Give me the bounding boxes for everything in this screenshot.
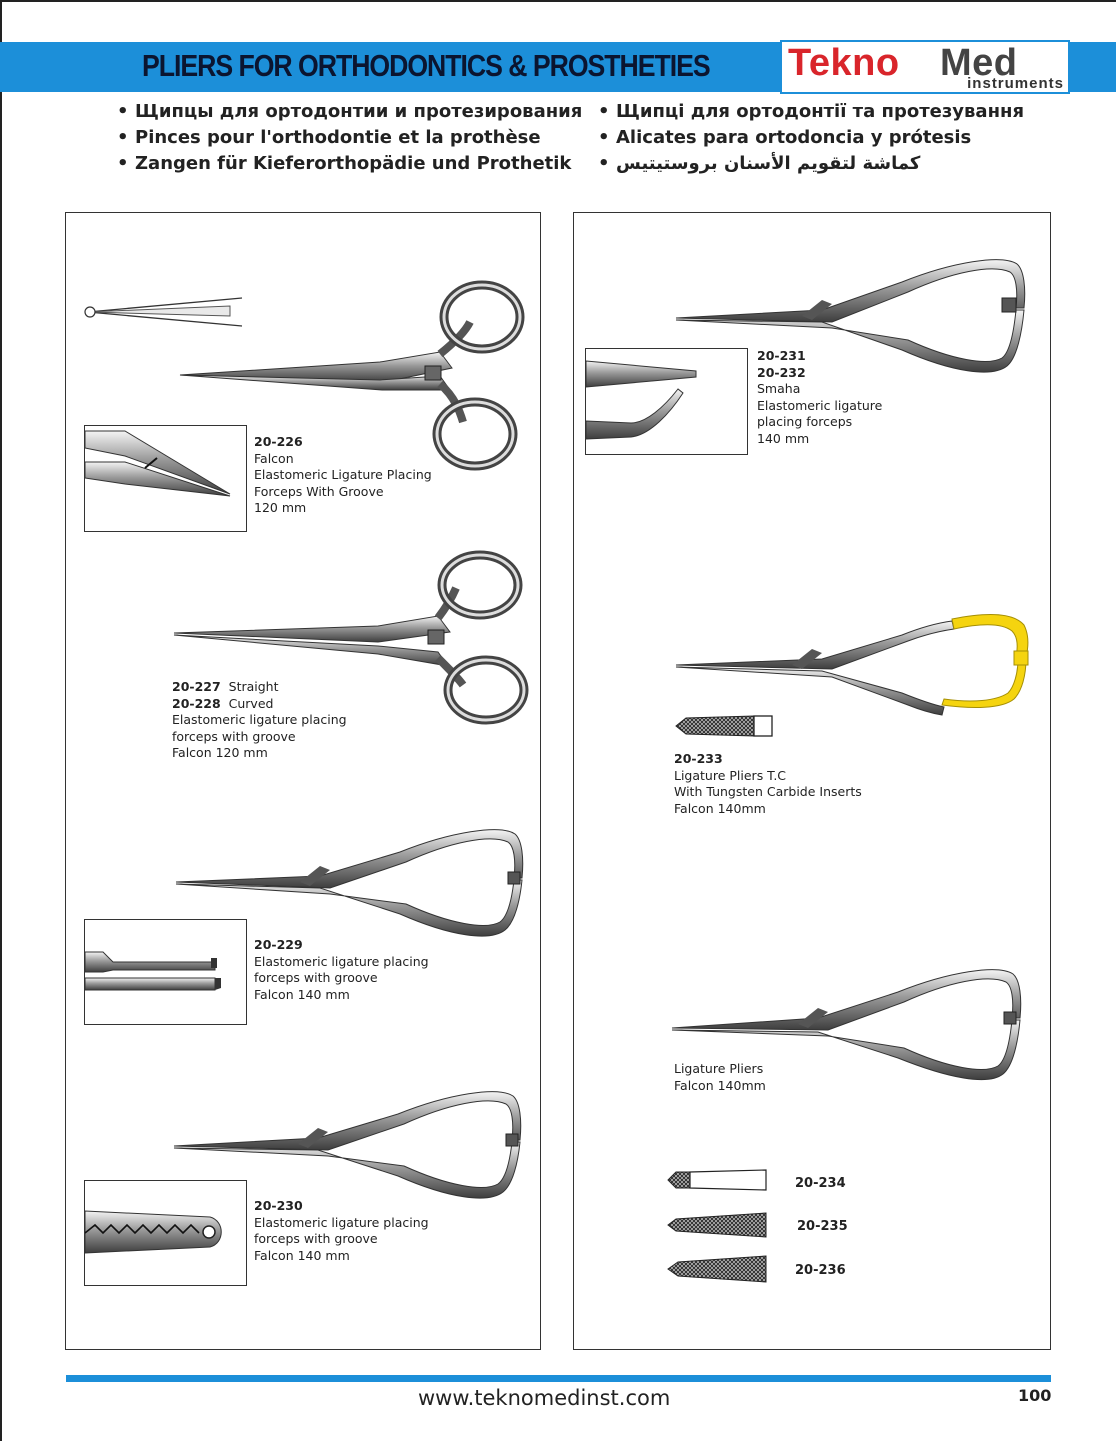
- footer-divider: [66, 1375, 1051, 1382]
- bullet: •: [598, 101, 610, 122]
- bullet: •: [598, 153, 610, 174]
- tip-20-236: [664, 1254, 774, 1284]
- product-line: placing forceps: [757, 414, 853, 429]
- product-label-ligature-pliers: [674, 1061, 766, 1094]
- variant-label: Curved: [228, 695, 274, 711]
- product-line: forceps with groove: [172, 728, 296, 744]
- logo-subtitle: instruments: [967, 75, 1064, 92]
- product-line: Falcon 140mm: [674, 800, 766, 816]
- product-label-20-231: [757, 348, 882, 447]
- tip-code-20-235: 20-235: [797, 1219, 848, 1234]
- page-number: 100: [1018, 1386, 1052, 1405]
- language-text: Pinces pour l'orthodontie et la prothèse: [135, 127, 541, 148]
- product-line: With Tungsten Carbide Inserts: [674, 784, 862, 799]
- website-url[interactable]: www.teknomedinst.com: [418, 1386, 671, 1410]
- tip-code-20-236: 20-236: [795, 1263, 846, 1278]
- language-text: كماشة لتقويم الأسنان بروستيتيس: [616, 153, 921, 174]
- product-line: forceps with groove: [254, 970, 378, 985]
- tip-closeup-229: [85, 920, 245, 1024]
- product-line: Falcon 140mm: [674, 1077, 766, 1093]
- bullet: •: [117, 153, 129, 174]
- product-code: 20-232: [757, 364, 806, 380]
- product-line: Falcon 140 mm: [254, 986, 350, 1002]
- product-code: 20-231: [757, 348, 806, 363]
- logo-text-med: Med: [940, 42, 1018, 84]
- product-line: Elastomeric ligature: [757, 397, 883, 413]
- tip-code-20-234: 20-234: [795, 1176, 846, 1191]
- product-code: 20-226: [254, 434, 303, 449]
- tc-tip-20-233: [672, 712, 782, 740]
- logo-text-tekno: Tekno: [788, 42, 900, 84]
- page-title: PLIERS FOR ORTHODONTICS & PROSTHETIES: [142, 48, 710, 83]
- product-label-20-230: [254, 1198, 429, 1264]
- language-text: Щипці для ортодонтії та протезування: [616, 101, 1024, 122]
- tip-inset-229: [84, 919, 247, 1025]
- language-line: [117, 125, 582, 151]
- language-line: [598, 125, 1024, 151]
- tip-closeup-231: [586, 349, 746, 453]
- variant-label: Straight: [228, 679, 279, 694]
- language-text: Zangen für Kieferorthopädie und Prothetik: [135, 153, 572, 174]
- product-line: Elastomeric ligature placing: [254, 1214, 429, 1230]
- tip-closeup-226: [85, 426, 245, 530]
- language-text: Щипцы для ортодонтии и протезирования: [135, 101, 583, 122]
- product-label-20-229: [254, 937, 429, 1003]
- product-line: Elastomeric Ligature Placing: [254, 467, 432, 482]
- language-line: [598, 99, 1024, 125]
- language-text: Alicates para ortodoncia y prótesis: [616, 127, 972, 148]
- product-line: Ligature Pliers T.C: [674, 767, 787, 783]
- product-code: 20-233: [674, 751, 723, 766]
- company-logo: [780, 40, 1070, 94]
- bullet: •: [598, 127, 610, 148]
- product-line: Forceps With Groove: [254, 483, 384, 499]
- product-line: Elastomeric ligature placing: [172, 712, 347, 727]
- product-line: Falcon 120 mm: [172, 745, 268, 760]
- product-line: Ligature Pliers: [674, 1061, 764, 1076]
- product-line: 140 mm: [757, 430, 810, 446]
- tip-inset-230: [84, 1180, 247, 1286]
- bullet: •: [117, 101, 129, 122]
- product-line: Smaha: [757, 381, 801, 396]
- tip-20-235: [664, 1211, 774, 1239]
- product-line: Falcon: [254, 450, 294, 466]
- product-code: 20-229: [254, 937, 303, 952]
- product-line: Elastomeric ligature placing: [254, 953, 429, 969]
- product-label-20-233: [674, 751, 862, 817]
- product-line: 120 mm: [254, 500, 307, 515]
- product-label-20-226: [254, 434, 432, 517]
- language-list-left: [117, 99, 582, 177]
- tip-inset-231: [585, 348, 748, 455]
- product-code: 20-228: [172, 695, 221, 711]
- product-code: 20-227: [172, 679, 221, 694]
- product-code: 20-230: [254, 1198, 303, 1213]
- language-list-right: [598, 99, 1024, 177]
- language-line: [598, 151, 1024, 177]
- bullet: •: [117, 127, 129, 148]
- tip-20-234: [664, 1166, 774, 1194]
- tip-inset-226: [84, 425, 247, 532]
- product-label-20-227: [172, 679, 347, 762]
- language-line: [117, 99, 582, 125]
- language-line: [117, 151, 582, 177]
- tip-closeup-230: [85, 1181, 245, 1285]
- product-line: forceps with groove: [254, 1231, 378, 1246]
- product-line: Falcon 140 mm: [254, 1247, 350, 1263]
- pliers-20-233: [672, 605, 1037, 725]
